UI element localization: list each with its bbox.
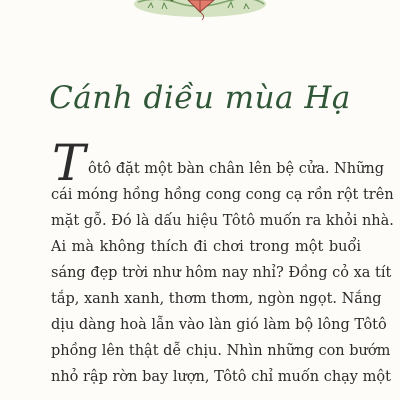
body-line: Ai mà không thích đi chơi trong một buổi (51, 239, 361, 255)
body-line: cái móng hồng hồng cong cong cạ rồn rột trên (51, 187, 394, 203)
body-line: tắp, xanh xanh, thơm thơm, ngòn ngọt. Nắng (51, 291, 382, 307)
chapter-title: Cánh diều mùa Hạ (49, 80, 351, 116)
body-line: sáng đẹp trời như hôm nay nhỉ? Đồng cỏ xa tít (51, 265, 392, 281)
body-line: ôtô đặt một bàn chân lên bệ cửa. Những (88, 161, 385, 177)
body-line: phồng lên thật dễ chịu. Nhìn những con bướm (51, 343, 391, 359)
body-line: mặt gỗ. Đó là dấu hiệu Tôtô muốn ra khỏi nhà. (51, 213, 394, 229)
body-line: nhỏ rập rờn bay lượn, Tôtô chỉ muốn chạy một (51, 369, 391, 385)
body-line: dịu dàng hoà lẫn vào làn gió làm bộ lông Tôtô (51, 317, 387, 333)
drop-cap: T (52, 134, 86, 192)
kite-on-grass-illustration (128, 0, 272, 22)
